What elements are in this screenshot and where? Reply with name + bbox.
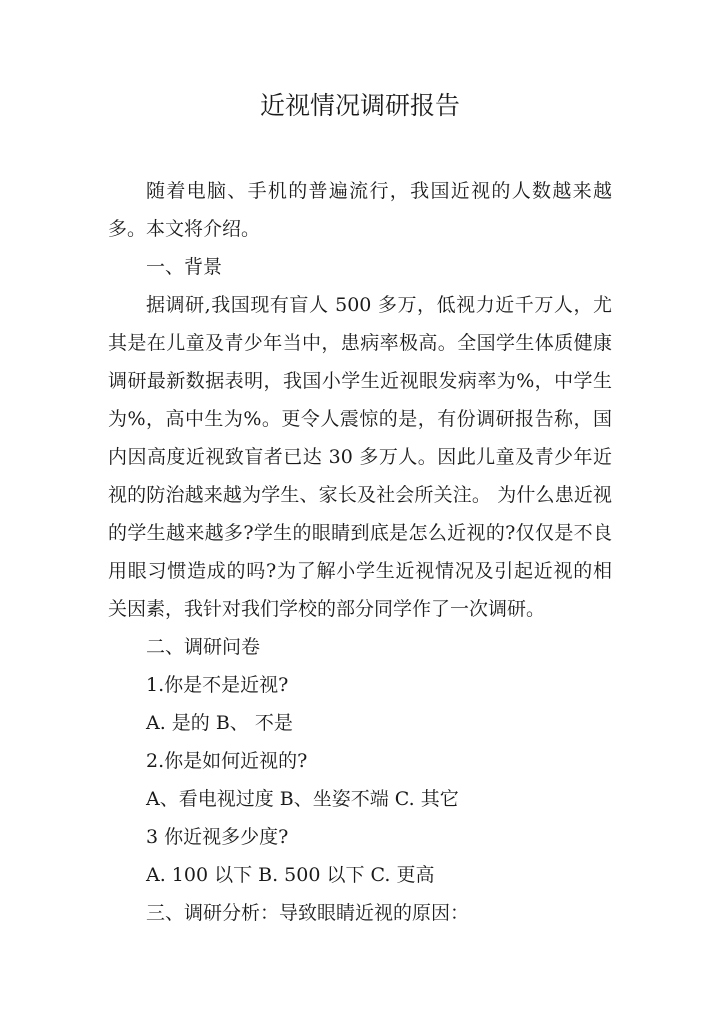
- heading-background: 一、背景: [146, 256, 223, 278]
- question-2-options: A、看电视过度 B、坐姿不端 C. 其它: [146, 788, 459, 810]
- heading-analysis: 三、调研分析：导致眼睛近视的原因：: [146, 902, 470, 924]
- question-3-options: A. 100 以下 B. 500 以下 C. 更高: [146, 864, 435, 886]
- document-title: 近视情况调研报告: [259, 91, 460, 120]
- paragraph-intro: 随着电脑、手机的普遍流行，我国近视的人数越来越多。本文将介绍。: [108, 180, 612, 240]
- document-body: [108, 172, 612, 932]
- question-2: 2.你是如何近视的?: [146, 750, 308, 772]
- question-3: 3 你近视多少度?: [146, 826, 289, 848]
- heading-questionnaire: 二、调研问卷: [146, 636, 261, 658]
- question-1: 1.你是不是近视?: [146, 674, 289, 696]
- question-1-options: A. 是的 B、 不是: [146, 712, 293, 734]
- paragraph-background: 据调研,我国现有盲人 500 多万，低视力近千万人，尤其是在儿童及青少年当中，患病率极高。全国学生体质健康调研最新数据表明，我国小学生近视眼发病率为%，中学生为%，高中生为%。更令人震惊的是，有份调研报告称，国内因高度近视致盲者已达 30 多万人。因此儿童及青少年近视的防治越来越为学生、家长及社会所关注。 为什么患近视的学生越来越多?学生的眼睛到底是怎么近视的?仅仅是不良用眼习惯造成的吗?为了解小学生近视情况及引起近视的相关因素，我针对我们学校的部分同学作了一次调研。: [108, 294, 612, 620]
